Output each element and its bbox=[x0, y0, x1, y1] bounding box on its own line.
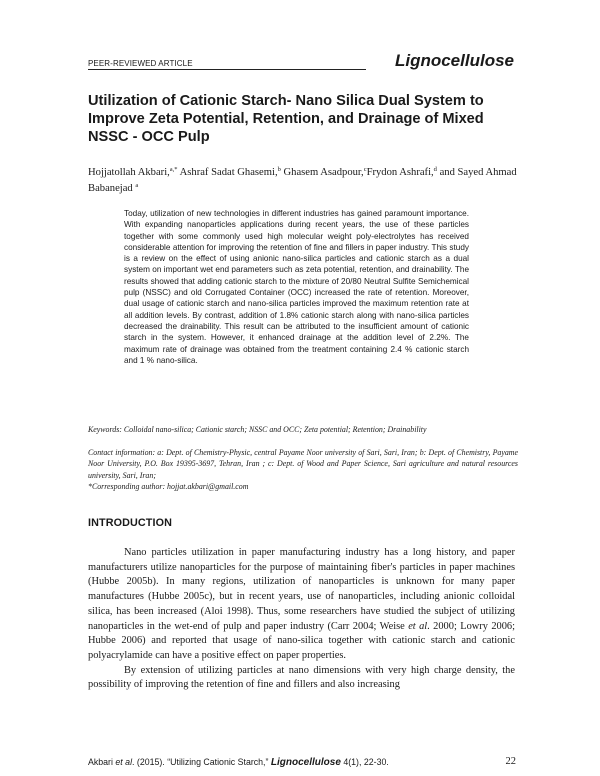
abstract: Today, utilization of new technologies in different industries has gained paramount importance. With expanding nanoparticles applications during recent years, the use of these particles together with some commonly used high molecular weight poly-electrolytes has received considerable attention for improving the retention of fine and fillers in paper industry. This study is a review on the effect of using anionic nano-silica particles and cationic starch as a dual system on important wet end parameters such as zeta potential, retention, and drainability. The results showed that adding cationic starch to the mixture of 20/80 Neutral Sulfite Semichemical pulp (NSSC) and old Corrugated Container (OCC) increased the rate of retention. Moreover, dual usage of cationic starch and nano-silica particles improved the maximum retention rate at all addition levels. By contrast, addition of 1.8% cationic starch along with nano-silica particles decreased the drainability. This result can be attributed to the insufficient amount of cationic starch in the system. However, it enhanced drainage at the addition level of 2.2%. The maximum rate of drainage was obtained from the treatment containing 2.4 % cationic starch and 1 % nano-silica. bbox=[124, 209, 469, 365]
header-rule bbox=[88, 69, 366, 70]
et-al: et al bbox=[115, 757, 133, 767]
paragraph-text: . 2000; Lowry 2006; Hubbe 2006) and reported that usage of nano-silica together with cationic starch and cationic polyacrylamide can have a positive effect on paper properties. bbox=[88, 620, 515, 661]
contact-information bbox=[88, 447, 518, 493]
page-footer bbox=[88, 755, 516, 771]
journal-name: Lignocellulose bbox=[394, 51, 514, 70]
article-title: Utilization of Cationic Starch- Nano Silica Dual System to Improve Zeta Potential, Retention, and Drainage of Mixed NSSC - OCC Pulp bbox=[88, 93, 484, 145]
citation bbox=[88, 757, 389, 768]
affiliation-mark: b bbox=[277, 166, 281, 173]
author-name: Frydon Ashrafi, bbox=[366, 167, 434, 178]
corresponding-author: *Corresponding author: hojjat.akbari@gmail.com bbox=[88, 482, 249, 492]
body-text bbox=[88, 546, 515, 693]
affiliations: Contact information: a: Dept. of Chemistry-Physic, central Payame Noor university of Sari, Sari, Iran; b: Dept. of Chemistry, Payame Noor University, P.O. Box 19395-3697, Tehran, Iran ; c: Dept. of Wood and Paper Science, Sari agriculture and natural resources university, Sari, Iran; bbox=[88, 448, 518, 480]
paragraph bbox=[88, 546, 515, 664]
author-name: Hojjatollah Akbari, bbox=[88, 167, 170, 178]
paragraph: By extension of utilizing particles at nano dimensions with very high charge density, the possibility of improving the retention of fine and fillers and also increasing bbox=[88, 664, 515, 691]
affiliation-mark: c bbox=[363, 166, 367, 173]
author-name: Ghasem Asadpour, bbox=[280, 167, 364, 178]
author-name: Ashraf Sadat Ghasemi, bbox=[177, 167, 278, 178]
citation-text: 4(1), 22-30. bbox=[340, 757, 389, 767]
affiliation-mark: a bbox=[135, 182, 139, 189]
keywords: Keywords: Colloidal nano-silica; Cationic starch; NSSC and OCC; Zeta potential; Retention; Drainability bbox=[88, 425, 427, 434]
citation-text: Akbari bbox=[88, 757, 116, 767]
running-header bbox=[88, 51, 514, 73]
citation-journal: Lignocellulose bbox=[270, 757, 341, 768]
paragraph-text: Nano particles utilization in paper manufacturing industry has a long history, and paper manufacturers utilize nanoparticles for the purpose of maintaining fiber's particles in paper machines (Hubbe 2005b). In many regions, utilization of nanoparticles is unknown for many paper manufactures (Hubbe 2005c), but in recent years, use of nanoparticles, including anionic colloidal silica, has been increased (Aloi 1998). Thus, some researchers have studied the subject of utilizing nanoparticles in the wet-end of pulp and paper industry (Carr 2004; Weise bbox=[88, 547, 515, 632]
section-heading: INTRODUCTION bbox=[88, 517, 172, 529]
author-name: and Sayed Ahmad Babanejad bbox=[88, 167, 517, 194]
author-list bbox=[88, 165, 518, 197]
et-al: et al bbox=[408, 620, 428, 632]
affiliation-mark: a,* bbox=[169, 166, 178, 173]
page-number: 22 bbox=[505, 756, 516, 767]
affiliation-mark: d bbox=[433, 166, 437, 173]
article-type-label: PEER-REVIEWED ARTICLE bbox=[88, 59, 193, 68]
citation-text: . (2015). “Utilizing Cationic Starch,” bbox=[132, 757, 271, 767]
